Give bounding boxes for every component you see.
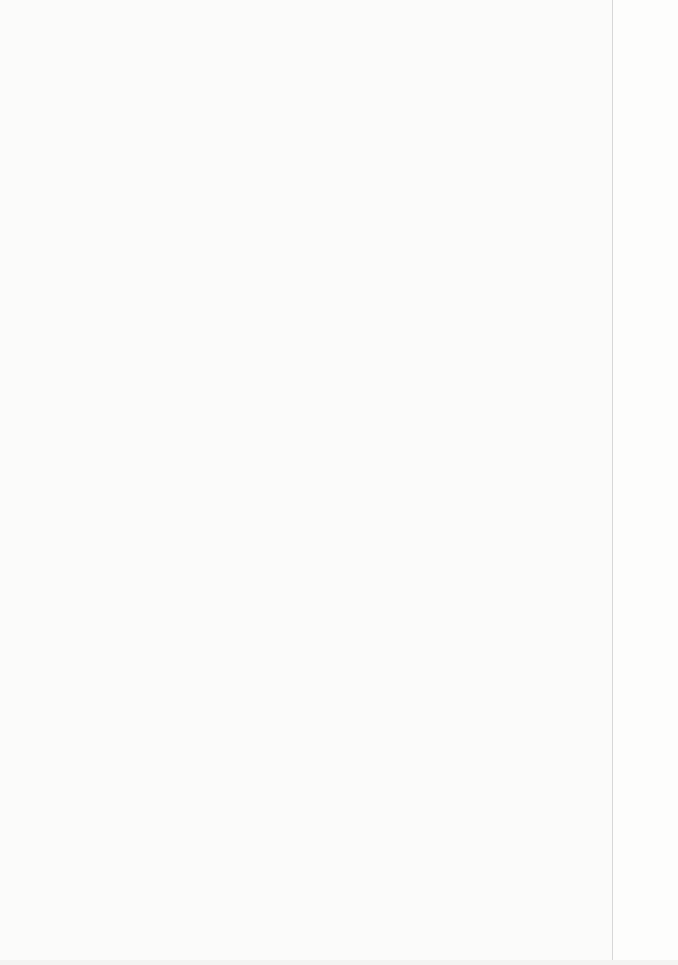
adjacent-table	[613, 0, 678, 960]
adjacent-sheet	[612, 0, 678, 960]
